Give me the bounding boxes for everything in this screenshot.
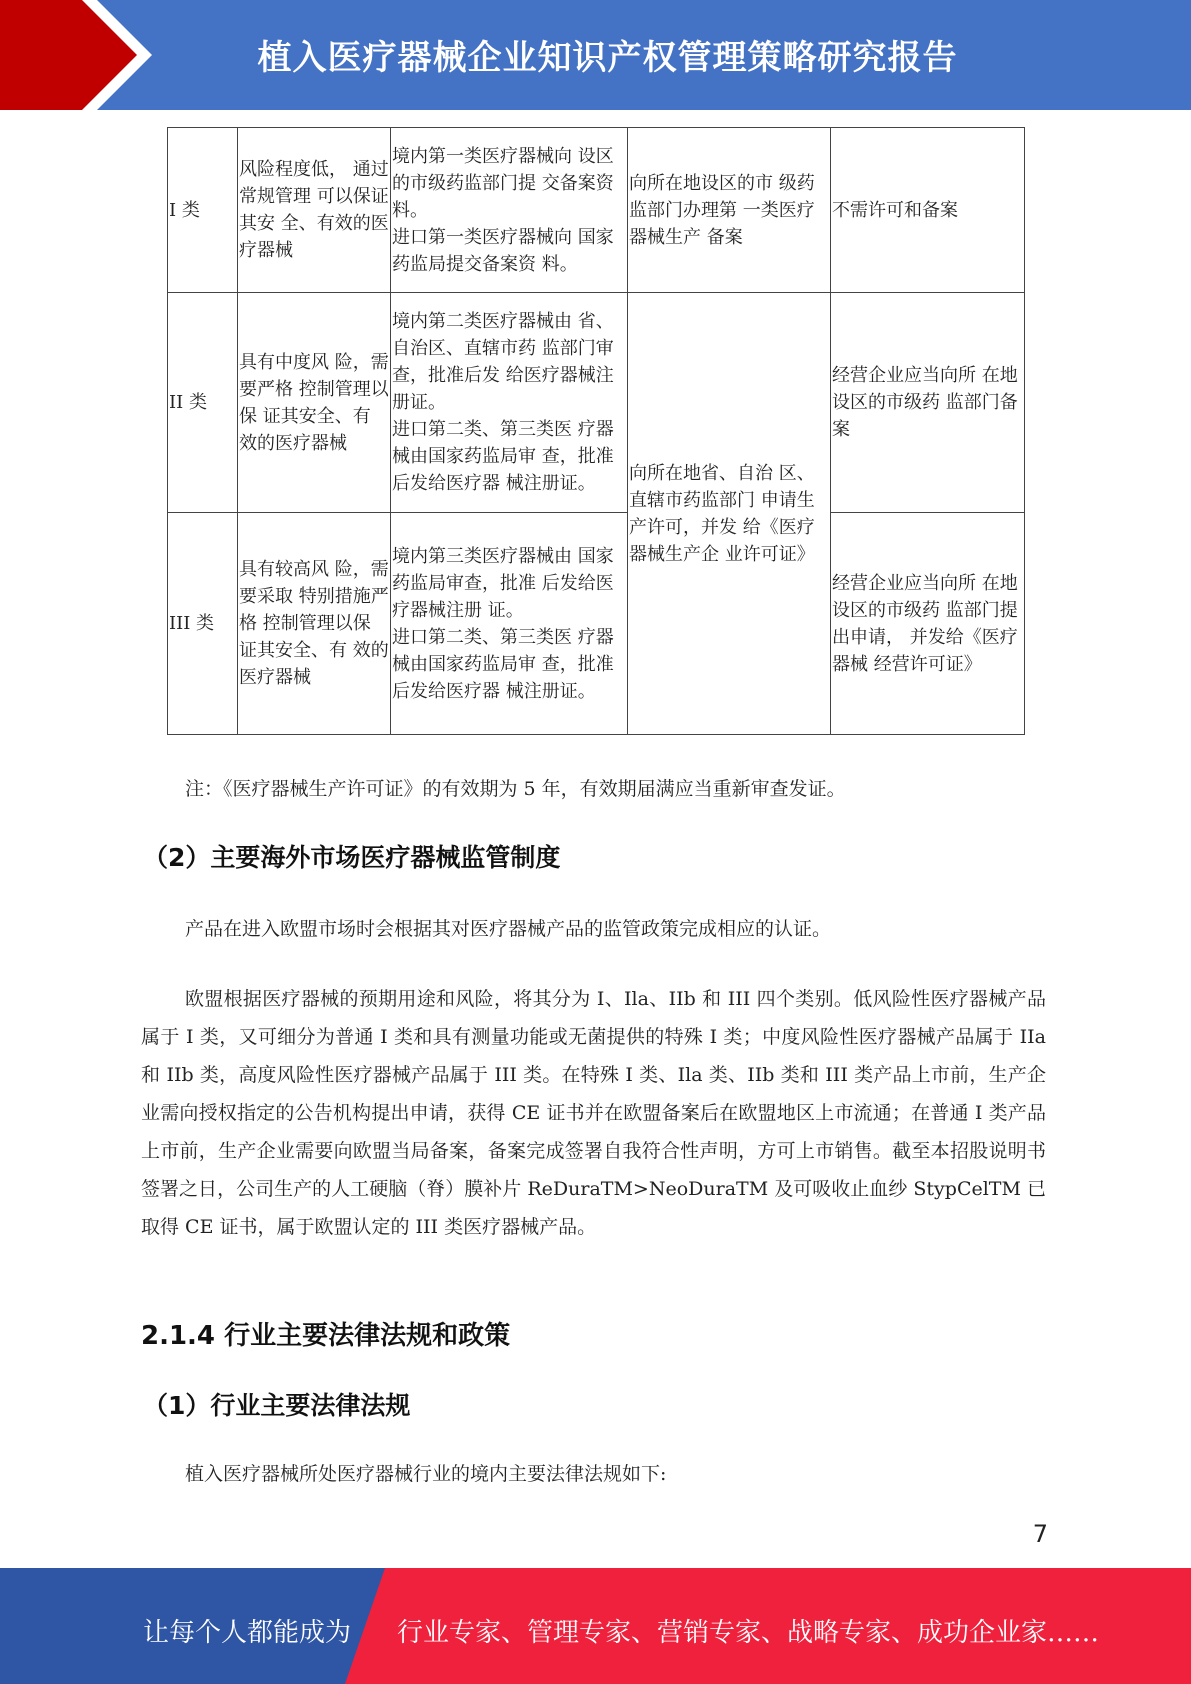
- production-cell-merged: 向所在地省、自治 区、直辖市药监部门 申请生产许可，并发 给《医疗器械生产企 业许可证》: [628, 293, 831, 735]
- paragraph: 植入医疗器械所处医疗器械行业的境内主要法律法规如下:: [185, 1463, 667, 1485]
- operation-cell: 经营企业应当向所 在地设区的市级药 监部门提出申请， 并发给《医疗器械 经营许可证》: [831, 513, 1025, 735]
- table-row: [168, 128, 1025, 293]
- risk-cell: 具有中度风 险，需要严格 控制管理以保 证其安全、有 效的医疗器械: [238, 293, 391, 513]
- page-header: [0, 0, 1191, 110]
- regulation-table: [167, 127, 1025, 735]
- class-cell: III 类: [168, 513, 238, 735]
- paragraph: 欧盟根据医疗器械的预期用途和风险，将其分为 I、Ila、IIb 和 III 四个类别。低风险性医疗器械产品属于 I 类，又可细分为普通 I 类和具有测量功能或无菌提供的特殊 I 类；中度风险性医疗器械产品属于 IIa 和 IIb 类，高度风险性医疗器械产品属于 III 类。在特殊 I 类、Ila 类、IIb 类和 III 类产品上市前，生产企业需向授权指定的公告机构提出申请，获得 CE 证书并在欧盟备案后在欧盟地区上市流通；在普通 I 类产品上市前，生产企业需要向欧盟当局备案，备案完成签署自我符合性声明，方可上市销售。截至本招股说明书签署之日，公司生产的人工硬脑（脊）膜补片 ReDuraTM>NeoDuraTM 及可吸收止血纱 StypCelTM 已取得 CE 证书，属于欧盟认定的 III 类医疗器械产品。: [141, 988, 1046, 1238]
- production-cell: 向所在地设区的市 级药监部门办理第 一类医疗器械生产 备案: [628, 128, 831, 293]
- risk-cell: 具有较高风 险，需要采取 特别措施严格 控制管理以保 证其安全、有 效的医疗器械: [238, 513, 391, 735]
- table-row: [168, 293, 1025, 513]
- section-heading-laws: （1）行业主要法律法规: [143, 1391, 411, 1420]
- registration-cell: 境内第二类医疗器械由 省、自治区、直辖市药 监部门审查，批准后发 给医疗器械注册证。 进口第二类、第三类医 疗器械由国家药监局审 查，批准后发给医疗器 械注册证。: [391, 293, 628, 513]
- risk-cell: 风险程度低， 通过常规管理 可以保证其安 全、有效的医 疗器械: [238, 128, 391, 293]
- footer-slogan-right: 行业专家、管理专家、营销专家、战略专家、成功企业家……: [397, 1618, 1100, 1648]
- operation-cell: 不需许可和备案: [831, 128, 1025, 293]
- section-heading-overseas: （2）主要海外市场医疗器械监管制度: [143, 843, 561, 872]
- footer-slogan-left: 让每个人都能成为: [143, 1618, 352, 1648]
- operation-cell: 经营企业应当向所 在地设区的市级药 监部门备案: [831, 293, 1025, 513]
- section-heading-2-1-4: 2.1.4 行业主要法律法规和政策: [141, 1321, 511, 1351]
- registration-cell: 境内第一类医疗器械向 设区的市级药监部门提 交备案资料。 进口第一类医疗器械向 国家药监局提交备案资 料。: [391, 128, 628, 293]
- class-cell: I 类: [168, 128, 238, 293]
- page-footer: [0, 1568, 1191, 1684]
- page-number: 7: [1032, 1520, 1048, 1548]
- table-row: [168, 513, 1025, 735]
- registration-cell: 境内第三类医疗器械由 国家药监局审查，批准 后发给医疗器械注册 证。 进口第二类、第三类医 疗器械由国家药监局审 查，批准后发给医疗器 械注册证。: [391, 513, 628, 735]
- paragraph: 产品在进入欧盟市场时会根据其对医疗器械产品的监管政策完成相应的认证。: [185, 918, 832, 940]
- class-cell: II 类: [168, 293, 238, 513]
- table-note: 注：《医疗器械生产许可证》的有效期为 5 年，有效期届满应当重新审查发证。: [185, 778, 846, 800]
- report-title: 植入医疗器械企业知识产权管理策略研究报告: [257, 38, 958, 78]
